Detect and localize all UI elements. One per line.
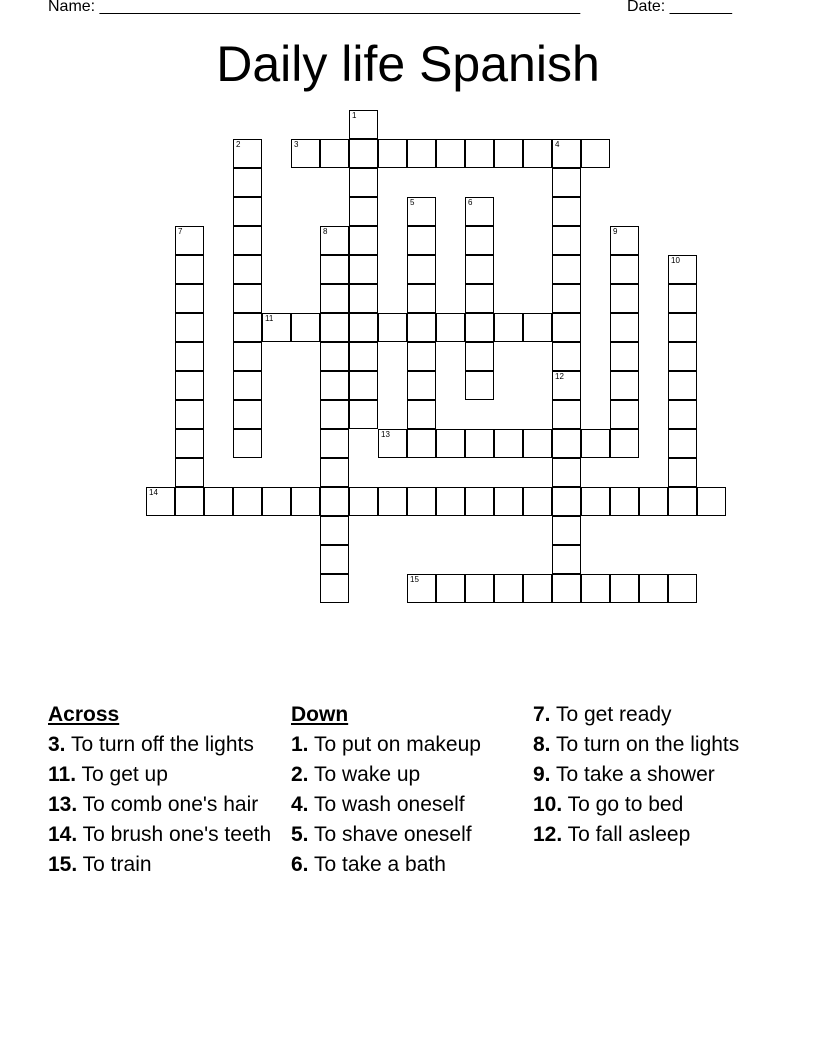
- grid-cell[interactable]: [349, 226, 378, 255]
- grid-cell[interactable]: [407, 371, 436, 400]
- grid-cell[interactable]: [320, 255, 349, 284]
- cell-number: 9: [613, 227, 618, 236]
- clue-number: 12.: [533, 823, 563, 846]
- clue-text: To wake up: [313, 763, 421, 786]
- grid-cell[interactable]: [465, 574, 494, 603]
- grid-cell[interactable]: [378, 313, 407, 342]
- clue-number: 9.: [533, 763, 551, 786]
- clue-number: 13.: [48, 793, 78, 816]
- clue-across-3: [48, 732, 280, 757]
- grid-cell[interactable]: [378, 487, 407, 516]
- cell-number: 13: [381, 430, 390, 439]
- across-clues-column: [48, 702, 280, 882]
- grid-cell[interactable]: [407, 139, 436, 168]
- grid-cell[interactable]: [320, 226, 349, 255]
- grid-cell[interactable]: [639, 574, 668, 603]
- clue-across-11: [48, 762, 280, 787]
- grid-cell[interactable]: [320, 429, 349, 458]
- grid-cell[interactable]: [552, 371, 581, 400]
- grid-cell[interactable]: [407, 574, 436, 603]
- grid-cell[interactable]: [610, 429, 639, 458]
- grid-cell[interactable]: [233, 197, 262, 226]
- grid-cell[interactable]: [291, 139, 320, 168]
- grid-cell[interactable]: [233, 371, 262, 400]
- grid-cell[interactable]: [465, 226, 494, 255]
- cell-number: 10: [671, 256, 680, 265]
- clue-across-13: [48, 792, 280, 817]
- grid-cell[interactable]: [610, 284, 639, 313]
- clue-number: 2.: [291, 763, 309, 786]
- grid-cell[interactable]: [320, 400, 349, 429]
- clue-down-1: [291, 732, 523, 757]
- grid-cell[interactable]: [610, 313, 639, 342]
- clue-number: 6.: [291, 853, 309, 876]
- grid-cell[interactable]: [349, 110, 378, 139]
- grid-cell[interactable]: [465, 139, 494, 168]
- clue-number: 10.: [533, 793, 563, 816]
- grid-cell[interactable]: [668, 371, 697, 400]
- cell-number: 11: [265, 314, 274, 323]
- clue-number: 11.: [48, 763, 77, 786]
- grid-cell[interactable]: [233, 342, 262, 371]
- grid-cell[interactable]: [465, 255, 494, 284]
- grid-cell[interactable]: [320, 545, 349, 574]
- grid-cell[interactable]: [262, 313, 291, 342]
- clue-text: To take a bath: [313, 853, 446, 876]
- clue-number: 5.: [291, 823, 309, 846]
- grid-cell[interactable]: [320, 284, 349, 313]
- grid-cell[interactable]: [175, 284, 204, 313]
- grid-cell[interactable]: [494, 313, 523, 342]
- grid-cell[interactable]: [465, 197, 494, 226]
- grid-cell[interactable]: [523, 429, 552, 458]
- grid-cell[interactable]: [494, 574, 523, 603]
- grid-cell[interactable]: [175, 429, 204, 458]
- cell-number: 15: [410, 575, 419, 584]
- grid-cell[interactable]: [494, 139, 523, 168]
- grid-cell[interactable]: [668, 400, 697, 429]
- grid-cell[interactable]: [552, 226, 581, 255]
- grid-cell[interactable]: [320, 516, 349, 545]
- grid-cell[interactable]: [610, 487, 639, 516]
- down-clues-column: [291, 702, 523, 882]
- grid-cell[interactable]: [407, 226, 436, 255]
- grid-cell[interactable]: [610, 400, 639, 429]
- grid-cell[interactable]: [320, 342, 349, 371]
- grid-cell[interactable]: [378, 429, 407, 458]
- grid-cell[interactable]: [349, 197, 378, 226]
- grid-cell[interactable]: [610, 574, 639, 603]
- cell-number: 12: [555, 372, 564, 381]
- grid-cell[interactable]: [465, 429, 494, 458]
- grid-cell[interactable]: [465, 487, 494, 516]
- grid-cell[interactable]: [233, 313, 262, 342]
- down-heading: Down: [291, 703, 349, 726]
- cell-number: 14: [149, 488, 158, 497]
- clue-text: To put on makeup: [313, 733, 481, 756]
- clue-text: To wash oneself: [313, 793, 465, 816]
- down-clues-continued-column: [533, 702, 765, 852]
- cell-number: 4: [555, 140, 560, 149]
- grid-cell[interactable]: [175, 458, 204, 487]
- grid-cell[interactable]: [552, 487, 581, 516]
- clue-down-12: [533, 822, 765, 847]
- grid-cell[interactable]: [552, 400, 581, 429]
- clue-down-10: [533, 792, 765, 817]
- grid-cell[interactable]: [407, 487, 436, 516]
- grid-cell[interactable]: [175, 487, 204, 516]
- grid-cell[interactable]: [175, 226, 204, 255]
- grid-cell[interactable]: [523, 313, 552, 342]
- grid-cell[interactable]: [668, 255, 697, 284]
- grid-cell[interactable]: [436, 139, 465, 168]
- clue-number: 15.: [48, 853, 78, 876]
- clue-down-6: [291, 852, 523, 877]
- grid-cell[interactable]: [175, 313, 204, 342]
- cell-number: 1: [352, 111, 357, 120]
- grid-cell[interactable]: [320, 458, 349, 487]
- grid-cell[interactable]: [552, 168, 581, 197]
- clue-text: To brush one's teeth: [82, 823, 272, 846]
- grid-cell[interactable]: [494, 487, 523, 516]
- grid-cell[interactable]: [407, 400, 436, 429]
- grid-cell[interactable]: [349, 487, 378, 516]
- grid-cell[interactable]: [465, 371, 494, 400]
- grid-cell[interactable]: [407, 313, 436, 342]
- grid-cell[interactable]: [349, 342, 378, 371]
- grid-cell[interactable]: [494, 429, 523, 458]
- clue-text: To train: [82, 853, 152, 876]
- clue-down-5: [291, 822, 523, 847]
- grid-cell[interactable]: [668, 429, 697, 458]
- clue-text: To turn off the lights: [70, 733, 254, 756]
- clue-number: 3.: [48, 733, 66, 756]
- grid-cell[interactable]: [523, 574, 552, 603]
- grid-cell[interactable]: [668, 458, 697, 487]
- grid-cell[interactable]: [668, 284, 697, 313]
- clue-text: To go to bed: [567, 793, 684, 816]
- grid-cell[interactable]: [349, 371, 378, 400]
- grid-cell[interactable]: [349, 255, 378, 284]
- grid-cell[interactable]: [233, 487, 262, 516]
- cell-number: 2: [236, 140, 241, 149]
- grid-cell[interactable]: [668, 487, 697, 516]
- clue-text: To comb one's hair: [82, 793, 259, 816]
- grid-cell[interactable]: [349, 139, 378, 168]
- grid-cell[interactable]: [349, 168, 378, 197]
- grid-cell[interactable]: [349, 284, 378, 313]
- grid-cell[interactable]: [552, 545, 581, 574]
- grid-cell[interactable]: [552, 516, 581, 545]
- clue-text: To shave oneself: [313, 823, 472, 846]
- grid-cell[interactable]: [610, 255, 639, 284]
- grid-cell[interactable]: [204, 487, 233, 516]
- grid-cell[interactable]: [378, 139, 407, 168]
- grid-cell[interactable]: [465, 342, 494, 371]
- clue-text: To fall asleep: [567, 823, 691, 846]
- grid-cell[interactable]: [552, 574, 581, 603]
- grid-cell[interactable]: [610, 371, 639, 400]
- grid-cell[interactable]: [668, 574, 697, 603]
- grid-cell[interactable]: [320, 313, 349, 342]
- clue-down-2: [291, 762, 523, 787]
- grid-cell[interactable]: [291, 487, 320, 516]
- grid-cell[interactable]: [581, 574, 610, 603]
- clue-number: 1.: [291, 733, 309, 756]
- grid-cell[interactable]: [320, 487, 349, 516]
- name-field-line: Name: ______________________________________________________: [48, 0, 581, 15]
- grid-cell[interactable]: [581, 487, 610, 516]
- grid-cell[interactable]: [552, 139, 581, 168]
- across-heading: Across: [48, 703, 120, 726]
- grid-cell[interactable]: [233, 139, 262, 168]
- grid-cell[interactable]: [552, 429, 581, 458]
- grid-cell[interactable]: [552, 342, 581, 371]
- grid-cell[interactable]: [233, 284, 262, 313]
- clue-down-4: [291, 792, 523, 817]
- clue-number: 7.: [533, 703, 551, 726]
- grid-cell[interactable]: [581, 429, 610, 458]
- grid-cell[interactable]: [552, 197, 581, 226]
- cell-number: 8: [323, 227, 328, 236]
- grid-cell[interactable]: [291, 313, 320, 342]
- grid-cell[interactable]: [233, 226, 262, 255]
- grid-cell[interactable]: [436, 313, 465, 342]
- grid-cell[interactable]: [175, 255, 204, 284]
- clue-text: To take a shower: [555, 763, 715, 786]
- clue-number: 4.: [291, 793, 309, 816]
- grid-cell[interactable]: [233, 255, 262, 284]
- grid-cell[interactable]: [668, 313, 697, 342]
- clue-across-15: [48, 852, 280, 877]
- grid-cell[interactable]: [320, 139, 349, 168]
- grid-cell[interactable]: [407, 429, 436, 458]
- grid-cell[interactable]: [349, 313, 378, 342]
- grid-cell[interactable]: [465, 313, 494, 342]
- grid-cell[interactable]: [552, 313, 581, 342]
- grid-cell[interactable]: [175, 400, 204, 429]
- cell-number: 5: [410, 198, 415, 207]
- cell-number: 7: [178, 227, 183, 236]
- grid-cell[interactable]: [610, 226, 639, 255]
- clue-text: To get ready: [555, 703, 672, 726]
- clue-down-8: [533, 732, 765, 757]
- cell-number: 3: [294, 140, 299, 149]
- grid-cell[interactable]: [175, 342, 204, 371]
- grid-cell[interactable]: [552, 255, 581, 284]
- clue-down-7: [533, 702, 765, 727]
- grid-cell[interactable]: [697, 487, 726, 516]
- date-field-line: Date: _______: [627, 0, 732, 15]
- grid-cell[interactable]: [349, 400, 378, 429]
- grid-cell[interactable]: [233, 400, 262, 429]
- grid-cell[interactable]: [233, 168, 262, 197]
- grid-cell[interactable]: [552, 458, 581, 487]
- grid-cell[interactable]: [581, 139, 610, 168]
- grid-cell[interactable]: [407, 255, 436, 284]
- grid-cell[interactable]: [262, 487, 291, 516]
- clue-text: To turn on the lights: [555, 733, 740, 756]
- clue-down-9: [533, 762, 765, 787]
- grid-cell[interactable]: [552, 284, 581, 313]
- puzzle-title: Daily life Spanish: [216, 36, 600, 92]
- grid-cell[interactable]: [320, 371, 349, 400]
- clue-across-14: [48, 822, 280, 847]
- clue-number: 14.: [48, 823, 78, 846]
- grid-cell[interactable]: [436, 429, 465, 458]
- clue-text: To get up: [81, 763, 168, 786]
- grid-cell[interactable]: [639, 487, 668, 516]
- grid-cell[interactable]: [407, 284, 436, 313]
- grid-cell[interactable]: [233, 429, 262, 458]
- grid-cell[interactable]: [146, 487, 175, 516]
- grid-cell[interactable]: [436, 487, 465, 516]
- grid-cell[interactable]: [523, 487, 552, 516]
- grid-cell[interactable]: [407, 342, 436, 371]
- grid-cell[interactable]: [465, 284, 494, 313]
- grid-cell[interactable]: [668, 342, 697, 371]
- grid-cell[interactable]: [175, 371, 204, 400]
- clue-number: 8.: [533, 733, 551, 756]
- grid-cell[interactable]: [436, 574, 465, 603]
- grid-cell[interactable]: [407, 197, 436, 226]
- grid-cell[interactable]: [523, 139, 552, 168]
- grid-cell[interactable]: [320, 574, 349, 603]
- grid-cell[interactable]: [610, 342, 639, 371]
- cell-number: 6: [468, 198, 473, 207]
